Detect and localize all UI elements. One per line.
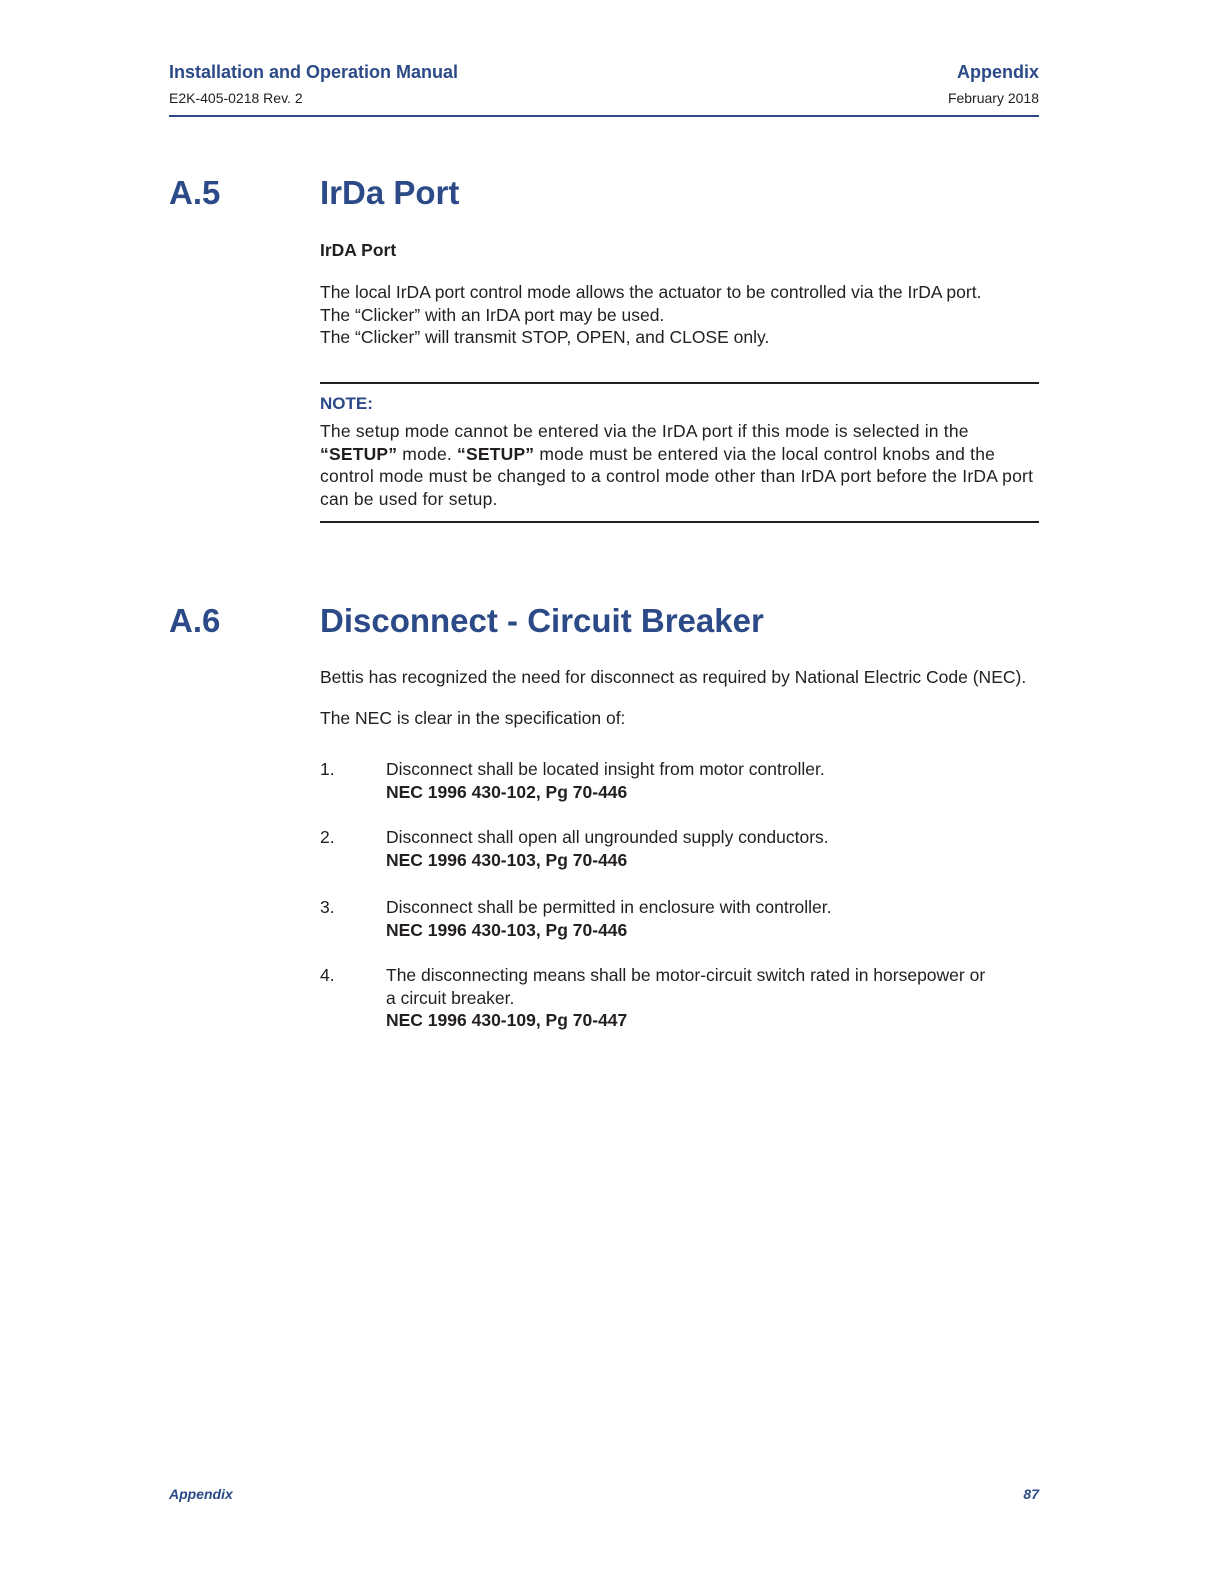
note-label: NOTE: bbox=[320, 394, 373, 413]
list-reference: NEC 1996 430-103, Pg 70-446 bbox=[386, 849, 628, 870]
list-text: Disconnect shall be located insight from motor controller. bbox=[386, 759, 825, 779]
irda-line-3: The “Clicker” will transmit STOP, OPEN, and CLOSE only. bbox=[320, 327, 770, 347]
note-part-3: mode must be entered via the local control knobs and the control mode must be changed to a control mode other than IrDA port before the IrDA port can be used for setup. bbox=[320, 443, 1034, 509]
header-divider bbox=[169, 115, 1039, 117]
list-reference: NEC 1996 430-102, Pg 70-446 bbox=[386, 781, 628, 802]
note-bottom-rule bbox=[320, 521, 1039, 523]
footer-section: Appendix bbox=[169, 1486, 233, 1502]
note-part-1: The setup mode cannot be entered via the IrDA port if this mode is selected in the bbox=[320, 421, 969, 441]
list-text: Disconnect shall be permitted in enclosure with controller. bbox=[386, 897, 832, 917]
note-setup-1: “SETUP” bbox=[320, 443, 398, 464]
nec-intro: Bettis has recognized the need for disconnect as required by National Electric Code (NEC). bbox=[320, 667, 1027, 687]
list-reference: NEC 1996 430-109, Pg 70-447 bbox=[386, 1010, 628, 1030]
irda-line-2: The “Clicker” with an IrDA port may be used. bbox=[320, 304, 665, 325]
page-number: 87 bbox=[1023, 1486, 1039, 1502]
manual-title: Installation and Operation Manual bbox=[169, 62, 459, 82]
doc-number: E2K-405-0218 Rev. 2 bbox=[169, 90, 303, 106]
list-number: 4. bbox=[320, 965, 335, 985]
irda-subheading: IrDA Port bbox=[320, 240, 397, 260]
irda-description bbox=[320, 281, 981, 349]
note-setup-2: “SETUP” bbox=[457, 443, 535, 464]
section-title-a6: Disconnect - Circuit Breaker bbox=[320, 602, 764, 639]
list-reference: NEC 1996 430-103, Pg 70-446 bbox=[386, 919, 628, 940]
note-text bbox=[320, 420, 1039, 510]
list-number: 2. bbox=[320, 827, 335, 847]
irda-line-1: The local IrDA port control mode allows the actuator to be controlled via the IrDA port. bbox=[320, 282, 982, 302]
list-number: 3. bbox=[320, 897, 335, 917]
nec-lead: The NEC is clear in the specification of: bbox=[320, 708, 626, 728]
note-top-rule bbox=[320, 382, 1039, 384]
section-title-a5: IrDa Port bbox=[320, 174, 460, 211]
section-number-a5: A.5 bbox=[169, 174, 221, 211]
list-text: The disconnecting means shall be motor-circuit switch rated in horsepower or a circuit breaker. bbox=[386, 965, 986, 1008]
list-number: 1. bbox=[320, 759, 335, 779]
section-number-a6: A.6 bbox=[169, 602, 221, 639]
list-text: Disconnect shall open all ungrounded supply conductors. bbox=[386, 827, 829, 847]
note-part-2: mode. bbox=[397, 443, 458, 464]
header-section-title: Appendix bbox=[956, 62, 1039, 82]
header-date: February 2018 bbox=[947, 90, 1039, 106]
